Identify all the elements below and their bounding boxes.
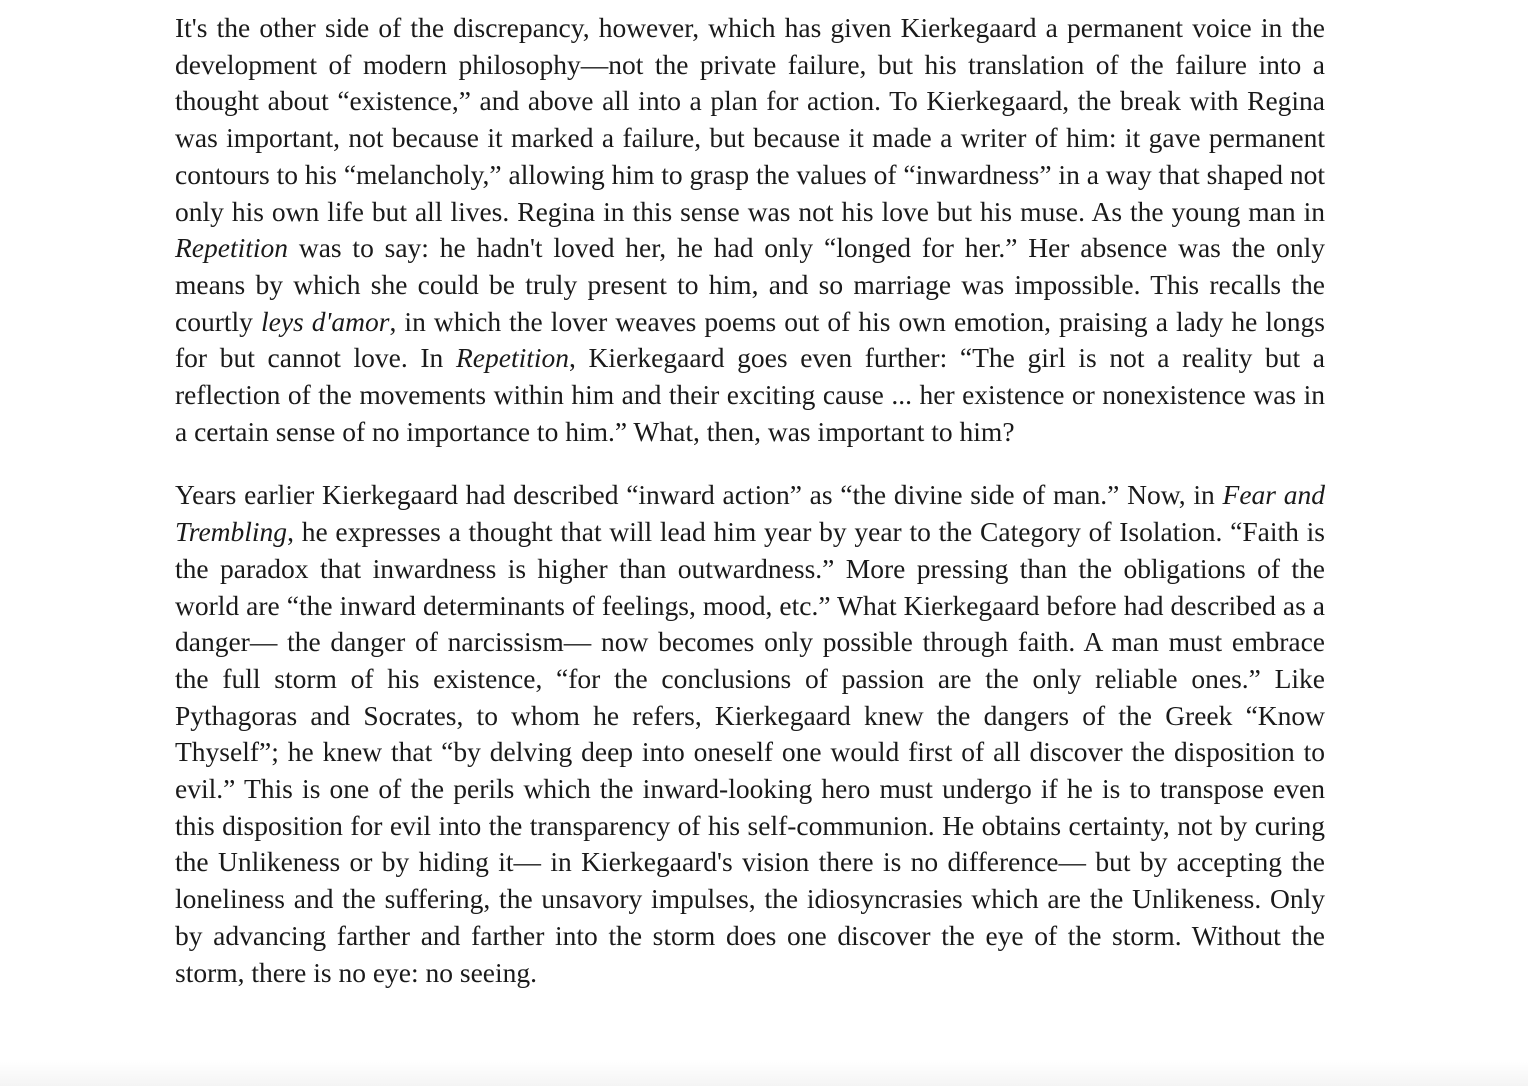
- book-title-repetition: Repetition: [455, 342, 570, 374]
- book-title-fear-and-trembling: Fear and Trembling: [175, 479, 1325, 548]
- paragraph-1: [175, 10, 1325, 450]
- phrase-leys-damor: leys d'amor: [260, 305, 390, 337]
- book-title-repetition: Repetition: [175, 232, 289, 264]
- text-segment: , Kierkegaard goes even further: “The girl is not a reality but a reflection of the movements within him and their exciting cause ... her existence or nonexistence was in a certain sense of no importance to him.” What, then, was important to him?: [175, 342, 1326, 447]
- text-segment: , in which the lover weaves poems out of his own emotion, praising a lady he longs for but cannot love. In: [175, 305, 1325, 374]
- text-segment: It's the other side of the discrepancy, however, which has given Kierkegaard a permanent voice in the development of modern philosophy—not the private failure, but his translation of the failure into a thought about “existence,” and above all into a plan for action. To Kierkegaard, the break with Regina was important, not because it marked a failure, but because it made a writer of him: it gave permanent contours to his “melancholy,” allowing him to grasp the values of “inwardness” in a way that shaped not only his own life but all lives. Regina in this sense was not his love but his muse. As the young man in: [175, 12, 1325, 227]
- article-body: [175, 10, 1325, 991]
- text-segment: , he expresses a thought that will lead him year by year to the Category of Isolation. “Faith is the paradox that inwardness is higher than outwardness.” More pressing than the obligations of the world are “the inward determinants of feelings, mood, etc.” What Kierkegaard before had described as a danger— the danger of narcissism— now becomes only possible through faith. A man must embrace the full storm of his existence, “for the conclusions of passion are the only reliable ones.” Like Pythagoras and Socrates, to whom he refers, Kierkegaard knew the dangers of the Greek “Know Thyself”; he knew that “by delving deep into oneself one would first of all discover the disposition to evil.” This is one of the perils which the inward-looking hero must undergo if he is to transpose even this disposition for evil into the transparency of his self-communion. He obtains certainty, not by curing the Unlikeness or by hiding it— in Kierkegaard's vision there is no difference— but by accepting the loneliness and the suffering, the unsavory impulses, the idiosyncrasies which are the Unlikeness. Only by advancing farther and farther into the storm does one discover the eye of the storm. Without the storm, there is no eye: no seeing.: [175, 516, 1325, 988]
- text-segment: was to say: he hadn't loved her, he had only “longed for her.” Her absence was the only means by which she could be truly present to him, and so marriage was impossible. This recalls the courtly: [175, 232, 1325, 337]
- paragraph-2: [175, 477, 1325, 991]
- text-segment: Years earlier Kierkegaard had described “inward action” as “the divine side of man.” Now, in: [175, 479, 1223, 511]
